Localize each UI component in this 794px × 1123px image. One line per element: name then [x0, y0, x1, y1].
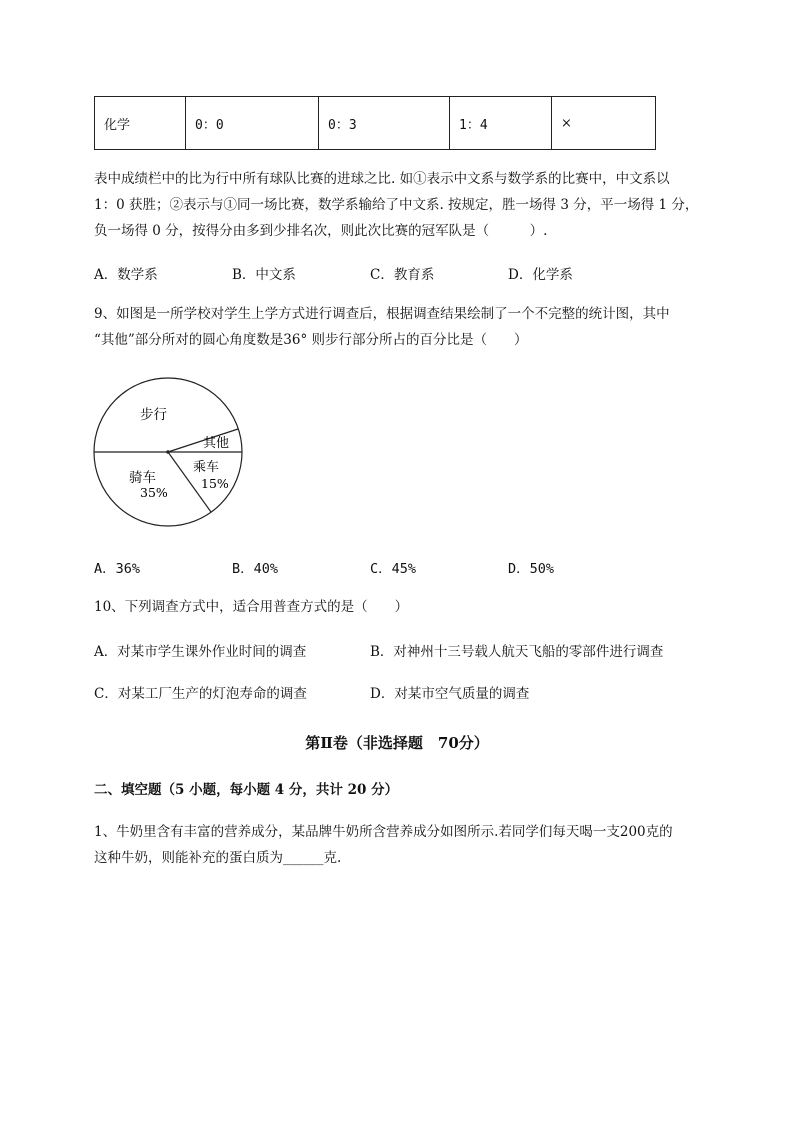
section-title: 第Ⅱ卷（非选择题 70分） [305, 734, 489, 752]
text-line: 这种牛奶，则能补充的蛋白质为______克. [94, 850, 342, 866]
text-line: 9、如图是一所学校对学生上学方式进行调查后，根据调查结果绘制了一个不完整的统计图，其中 [94, 306, 670, 322]
text-line: 表中成绩栏中的比为行中所有球队比赛的进球之比. 如①表示中文系与数学系的比赛中，中文系以 [94, 171, 670, 187]
slice-pct-bike: 35% [140, 485, 168, 500]
text-line: “其他”部分所对的圆心角度数是36° 则步行部分所占的百分比是（ ） [94, 332, 528, 348]
table-cell-score: 0：0 [186, 97, 319, 150]
table-cell-score: 1：4 [450, 97, 552, 150]
q8-option-c[interactable]: C．教育系 [370, 267, 435, 283]
text-line: 1：0 获胜；②表示与①同一场比赛，数学系输给了中文系. 按规定，胜一场得 3 分，平一场得 1 分， [94, 197, 699, 213]
slice-label-walk: 步行 [140, 407, 167, 423]
q10-option-d[interactable]: D．对某市空气质量的调查 [370, 686, 530, 702]
q8-option-a[interactable]: A．数学系 [94, 267, 158, 283]
q9-option-d[interactable]: D．50% [508, 561, 555, 577]
slice-pct-bus: 15% [201, 476, 229, 491]
subsection-heading: 二、填空题（5 小题，每小题 4 分，共计 20 分） [94, 782, 399, 798]
q10-text: 10、下列调查方式中，适合用普查方式的是（ ） [94, 599, 409, 615]
q9-text [94, 301, 670, 353]
table-cell-score: 0：3 [319, 97, 450, 150]
q9-option-c[interactable]: C．45% [370, 561, 417, 577]
score-table [94, 96, 656, 150]
q8-text [94, 166, 698, 244]
q9-option-b[interactable]: B．40% [232, 561, 279, 577]
slice-label-bike: 骑车 [129, 470, 156, 486]
q10-option-c[interactable]: C．对某工厂生产的灯泡寿命的调查 [94, 686, 307, 702]
slice-label-bus: 乘车 [193, 460, 220, 475]
fill1-text [94, 819, 673, 871]
text-line: 负一场得 0 分，按得分由多到少排名次，则此次比赛的冠军队是（ ）. [94, 223, 548, 239]
slice-label-other: 其他 [203, 436, 230, 451]
text-line: 1、牛奶里含有丰富的营养成分，某品牌牛奶所含营养成分如图所示.若同学们每天喝一支200克的 [94, 824, 673, 840]
q10-option-b[interactable]: B．对神州十三号载人航天飞船的零部件进行调查 [370, 644, 664, 660]
table-cell-team: 化学 [95, 97, 186, 150]
q8-option-b[interactable]: B．中文系 [232, 267, 296, 283]
q8-option-d[interactable]: D．化学系 [508, 267, 573, 283]
q10-option-a[interactable]: A．对某市学生课外作业时间的调查 [94, 644, 307, 660]
q9-option-a[interactable]: A．36% [94, 561, 141, 577]
pie-center [166, 450, 170, 454]
pie-chart [90, 375, 250, 535]
table-row [95, 97, 656, 150]
table-cell-cross: × [552, 97, 656, 150]
